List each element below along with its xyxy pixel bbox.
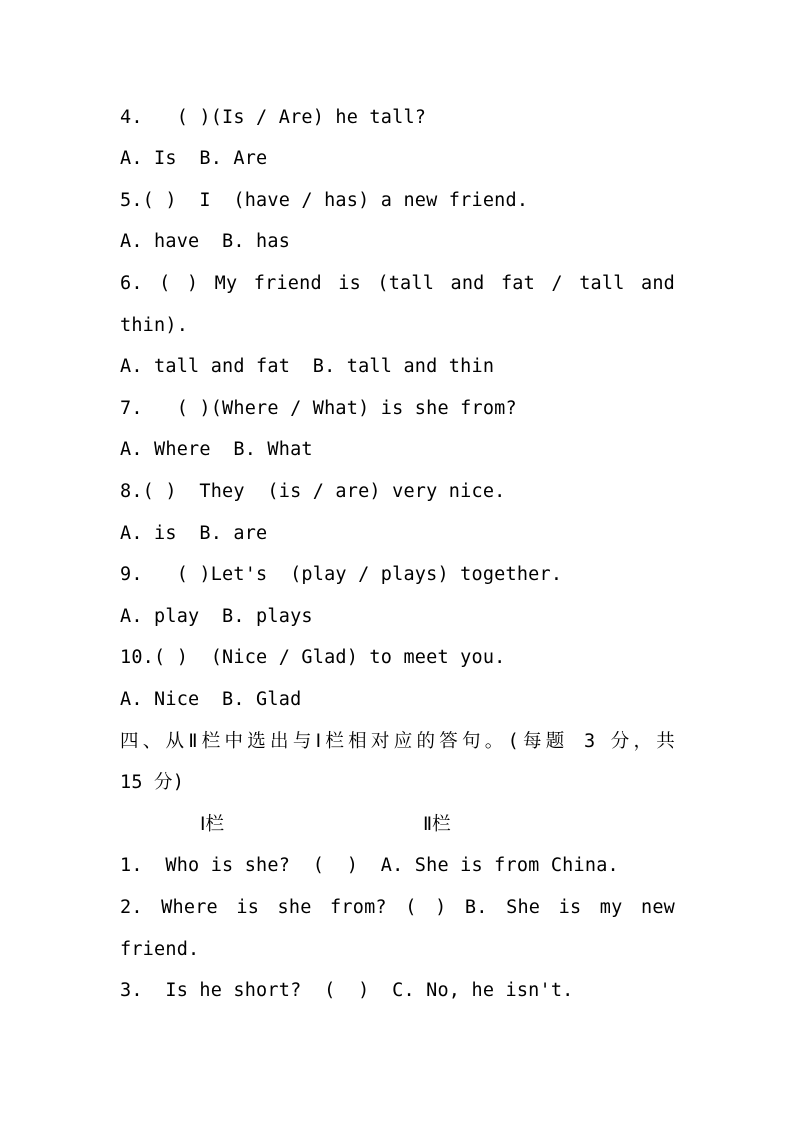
question-9-options: A. play B. plays [120,606,313,627]
column-1-header: Ⅰ栏 [200,814,224,835]
question-9-stem: 9. ( )Let's (play / plays) together. [120,564,563,585]
question-7-options: A. Where B. What [120,439,313,460]
section-4-title-line2: 15 分) [120,772,185,793]
question-6-stem-line1: 6. ( ) My friend is (tall and fat / tall and [120,273,675,294]
question-6-stem-line2: thin). [120,315,189,336]
question-4-stem: 4. ( )(Is / Are) he tall? [120,107,427,128]
match-item-2-line1: 2. Where is she from? ( ) B. She is my new [120,897,675,918]
question-7-stem: 7. ( )(Where / What) is she from? [120,398,517,419]
question-10-options: A. Nice B. Glad [120,689,302,710]
match-item-1: 1. Who is she? ( ) A. She is from China. [120,855,619,876]
match-item-2-line2: friend. [120,939,200,960]
question-8-options: A. is B. are [120,523,268,544]
question-5-options: A. have B. has [120,231,291,252]
match-item-3: 3. Is he short? ( ) C. No, he isn't. [120,980,574,1001]
column-2-header: Ⅱ栏 [423,814,451,835]
column-headers [0,813,794,837]
question-10-stem: 10.( ) (Nice / Glad) to meet you. [120,647,506,668]
question-4-options: A. Is B. Are [120,148,268,169]
question-5-stem: 5.( ) I (have / has) a new friend. [120,190,529,211]
question-8-stem: 8.( ) They (is / are) very nice. [120,481,506,502]
question-6-options: A. tall and fat B. tall and thin [120,356,495,377]
section-4-title-line1: 四、从Ⅱ栏中选出与Ⅰ栏相对应的答句。(每题 3 分，共 [120,731,675,752]
